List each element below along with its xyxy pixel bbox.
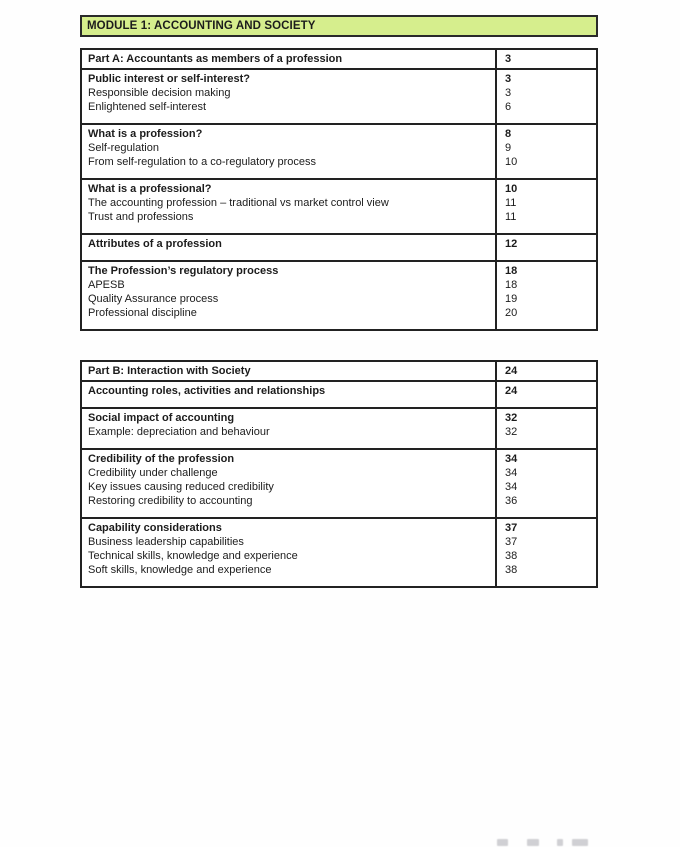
toc-page-cell [495, 382, 596, 407]
toc-label-cell [82, 409, 495, 448]
footer-mark [497, 839, 508, 846]
toc-label-cell [82, 50, 495, 68]
toc-row-group [82, 380, 596, 407]
toc-entry-text: What is a professional? [88, 183, 212, 195]
toc-entry-page: 11 [505, 211, 517, 223]
toc-entry-page: 34 [505, 453, 518, 465]
toc-label-cell [82, 180, 495, 233]
toc-entry-text: What is a profession? [88, 128, 203, 140]
toc-table-part-a [80, 48, 598, 331]
toc-page-cell [495, 362, 596, 380]
toc-entry-page: 32 [505, 426, 518, 438]
toc-entry-text: Credibility of the profession [88, 453, 235, 465]
toc-entry-page: 38 [505, 564, 518, 576]
toc-page-cell [495, 519, 596, 586]
toc-entry-text: Attributes of a profession [88, 238, 222, 250]
toc-entry-page: 38 [505, 550, 518, 562]
toc-row-group [82, 233, 596, 260]
toc-entry-page: 37 [505, 522, 518, 534]
toc-entry-text: Part B: Interaction with Society [88, 365, 251, 377]
toc-entry-page: 24 [505, 365, 518, 377]
footer-text-fragment [497, 839, 593, 847]
toc-entry-page: 20 [505, 307, 518, 319]
toc-entry-page: 34 [505, 467, 518, 479]
toc-label-cell [82, 70, 495, 123]
toc-label-cell [82, 382, 495, 407]
toc-entry-page: 11 [505, 197, 517, 209]
toc-row-group [82, 178, 596, 233]
toc-entry-page: 18 [505, 265, 518, 277]
toc-page-cell [495, 235, 596, 260]
toc-entry-page: 18 [505, 279, 518, 291]
toc-row-group [82, 123, 596, 178]
toc-row-group [82, 407, 596, 448]
toc-page-cell [495, 50, 596, 68]
toc-label-cell [82, 519, 495, 586]
toc-entry-text: The accounting profession – traditional vs market control view [88, 197, 389, 209]
toc-entry-text: Public interest or self-interest? [88, 73, 250, 85]
module-header-text: MODULE 1: ACCOUNTING AND SOCIETY [87, 20, 316, 32]
toc-entry-page: 36 [505, 495, 518, 507]
toc-entry-page: 12 [505, 238, 518, 250]
toc-entry-text: From self-regulation to a co-regulatory process [88, 156, 317, 168]
toc-entry-page: 34 [505, 481, 518, 493]
toc-row-group [82, 50, 596, 68]
toc-entry-text: Social impact of accounting [88, 412, 235, 424]
toc-entry-text: Restoring credibility to accounting [88, 495, 253, 507]
toc-entry-text: Quality Assurance process [88, 293, 219, 305]
toc-entry-text: Capability considerations [88, 522, 222, 534]
toc-entry-text: Professional discipline [88, 307, 197, 319]
toc-entry-page: 9 [505, 142, 512, 154]
footer-mark [527, 839, 539, 846]
toc-label-cell [82, 125, 495, 178]
toc-entry-page: 8 [505, 128, 512, 140]
toc-entry-page: 3 [505, 73, 512, 85]
toc-entry-page: 10 [505, 183, 518, 195]
toc-entry-page: 37 [505, 536, 518, 548]
toc-page-cell [495, 409, 596, 448]
toc-page-cell [495, 125, 596, 178]
toc-label-cell [82, 235, 495, 260]
toc-row-group [82, 68, 596, 123]
toc-entry-page: 3 [505, 87, 512, 99]
footer-mark [572, 839, 588, 846]
toc-entry-text: Key issues causing reduced credibility [88, 481, 274, 493]
toc-table-part-b [80, 360, 598, 588]
toc-entry-page: 6 [505, 101, 512, 113]
toc-entry-text: Trust and professions [88, 211, 194, 223]
toc-page-cell [495, 262, 596, 329]
toc-label-cell [82, 362, 495, 380]
toc-row-group [82, 362, 596, 380]
module-header-bar [80, 15, 598, 37]
footer-mark [557, 839, 563, 846]
toc-entry-page: 32 [505, 412, 518, 424]
toc-row-group [82, 517, 596, 586]
toc-entry-page: 3 [505, 53, 512, 65]
toc-row-group [82, 260, 596, 329]
toc-label-cell [82, 262, 495, 329]
toc-entry-text: Credibility under challenge [88, 467, 218, 479]
toc-entry-text: Technical skills, knowledge and experience [88, 550, 298, 562]
toc-entry-text: Example: depreciation and behaviour [88, 426, 270, 438]
toc-entry-text: Part A: Accountants as members of a profession [88, 53, 343, 65]
toc-page-cell [495, 180, 596, 233]
toc-entry-text: Enlightened self-interest [88, 101, 207, 113]
toc-page-cell [495, 450, 596, 517]
toc-page-cell [495, 70, 596, 123]
toc-entry-page: 24 [505, 385, 518, 397]
toc-entry-text: Accounting roles, activities and relationships [88, 385, 326, 397]
toc-entry-text: APESB [88, 279, 125, 291]
toc-entry-text: Responsible decision making [88, 87, 231, 99]
toc-row-group [82, 448, 596, 517]
toc-entry-text: Self-regulation [88, 142, 159, 154]
toc-entry-text: The Profession’s regulatory process [88, 265, 279, 277]
toc-entry-page: 19 [505, 293, 518, 305]
toc-entry-text: Soft skills, knowledge and experience [88, 564, 272, 576]
toc-entry-page: 10 [505, 156, 518, 168]
toc-entry-text: Business leadership capabilities [88, 536, 244, 548]
toc-label-cell [82, 450, 495, 517]
